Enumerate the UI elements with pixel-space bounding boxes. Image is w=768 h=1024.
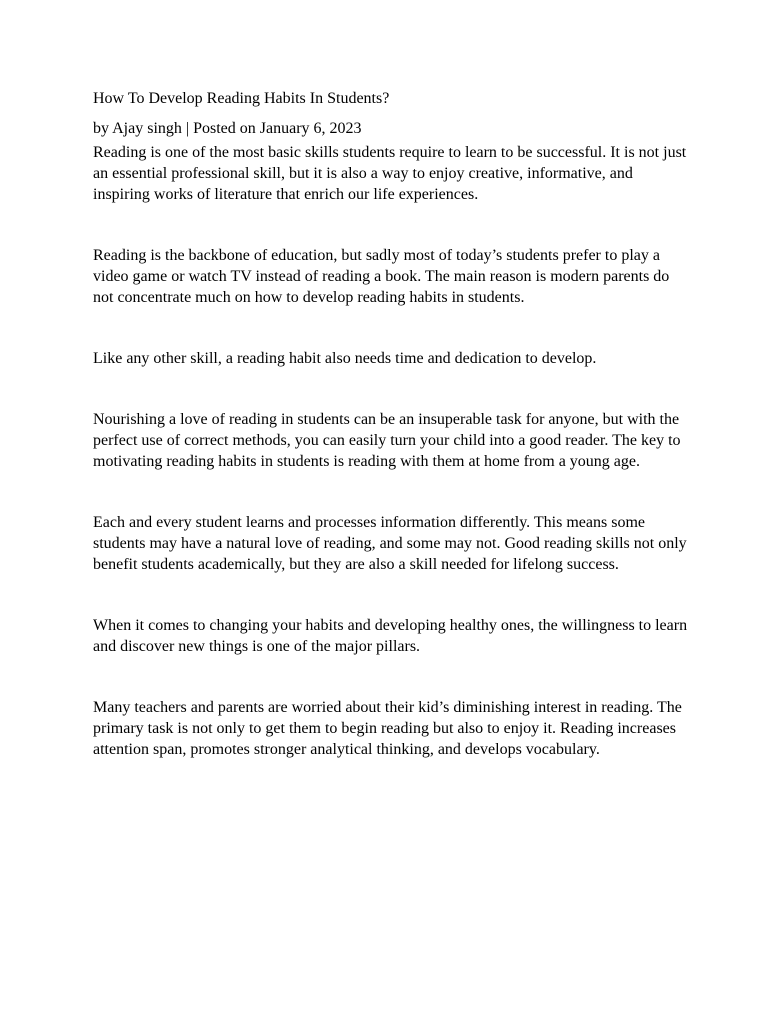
paragraph-4: Nourishing a love of reading in students can be an insuperable task for anyone, but with the perfect use of correct methods, you can easily turn your child into a good reader. The key to motivating reading habits in students is reading with them at home from a young age.	[93, 411, 681, 470]
paragraph-1: Reading is one of the most basic skills students require to learn to be successful. It is not just an essential professional skill, but it is also a way to enjoy creative, informative, and inspiring works of literature that enrich our life experiences.	[93, 144, 687, 203]
article-byline: by Ajay singh | Posted on January 6, 2023	[93, 120, 362, 137]
paragraph-3: Like any other skill, a reading habit also needs time and dedication to develop.	[93, 350, 597, 367]
document-page	[93, 88, 693, 800]
paragraph-5: Each and every student learns and processes information differently. This means some students may have a natural love of reading, and some may not. Good reading skills not only benefit students academically, but they are also a skill needed for lifelong success.	[93, 514, 687, 573]
paragraph-6: When it comes to changing your habits and developing healthy ones, the willingness to learn and discover new things is one of the major pillars.	[93, 617, 688, 655]
paragraph-7: Many teachers and parents are worried about their kid’s diminishing interest in reading. The primary task is not only to get them to begin reading but also to enjoy it. Reading increases attention span, promotes stronger analytical thinking, and develops vocabulary.	[93, 699, 682, 758]
article-title: How To Develop Reading Habits In Students?	[93, 90, 390, 107]
paragraph-2: Reading is the backbone of education, but sadly most of today’s students prefer to play a video game or watch TV instead of reading a book. The main reason is modern parents do not concentrate much on how to develop reading habits in students.	[93, 247, 670, 306]
